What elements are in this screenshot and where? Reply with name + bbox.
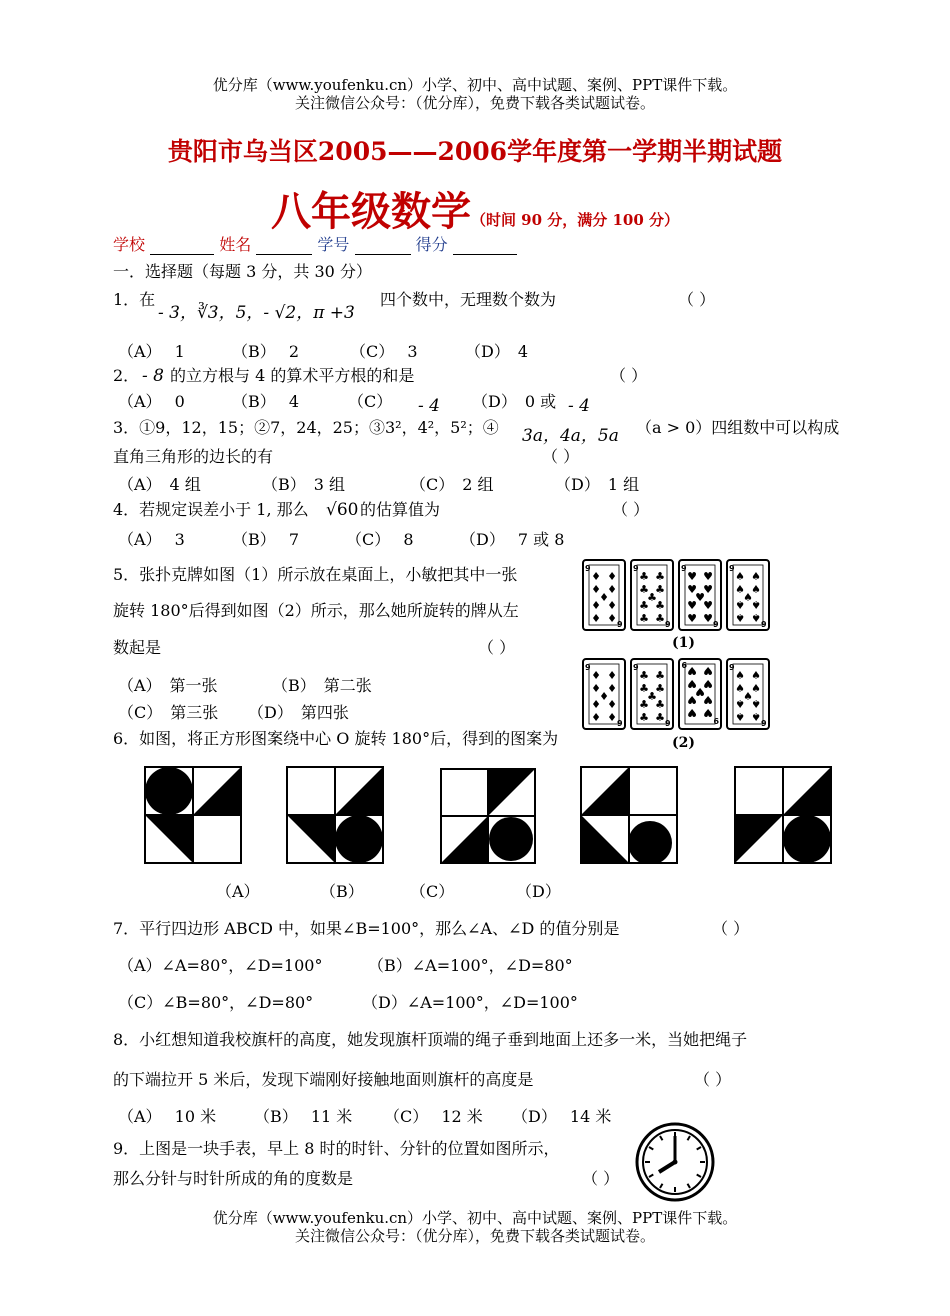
card-suit-pip: ♦ (591, 583, 601, 596)
card-rank-label: 9 (585, 564, 591, 573)
card-suit-pip: ♠ (735, 697, 745, 710)
playing-card-club (631, 560, 673, 630)
card-suit-pip: ♥ (687, 570, 697, 583)
q8-option-c[interactable]: （C） 12 米 (384, 1107, 483, 1126)
card-suit-pip: ♠ (743, 690, 753, 703)
playing-card-heart (679, 560, 721, 630)
card-suit-pip: ♣ (639, 570, 649, 583)
card-suit-pip: ♦ (591, 570, 601, 583)
card-suit-pip: ♣ (639, 612, 649, 625)
score-blank[interactable] (453, 238, 517, 255)
card-suit-pip: ♣ (655, 698, 665, 711)
card-suit-pip: ♦ (607, 711, 617, 724)
card-suit-pip: ♣ (655, 711, 665, 724)
card-suit-pip: ♣ (655, 599, 665, 612)
card-suit-pip: ♠ (743, 591, 753, 604)
card-suit-pip: ♠ (751, 611, 761, 624)
card-suit-pip: ♥ (703, 583, 713, 596)
card-rank-label: 9 (585, 663, 591, 672)
header-line-1: 优分库（www.youfenku.cn）小学、初中、高中试题、案例、PPT课件下载。 (212, 76, 738, 94)
q3-option-c[interactable]: （C） 2 组 (410, 475, 494, 494)
q6-option-d-pattern[interactable] (734, 766, 832, 864)
q2-prefix: 2． (113, 366, 140, 385)
exam-duration: （时间 90 分，满分 100 分） (470, 211, 680, 229)
card-suit-pip: ♦ (591, 698, 601, 711)
q7-option-c[interactable]: （C）∠B=80°，∠D=80° (118, 993, 314, 1012)
q6-option-b-pattern[interactable] (440, 768, 536, 864)
card-rank-label: 9 (665, 719, 671, 728)
footer-line-2: 关注微信公众号：（优分库），免费下载各类试题试卷。 (294, 1227, 655, 1245)
playing-card-diamond (583, 659, 625, 729)
card-suit-pip: ♥ (687, 612, 697, 625)
q3-option-d[interactable]: （D） 1 组 (555, 475, 640, 494)
name-blank[interactable] (256, 238, 312, 255)
card-suit-pip: ♣ (655, 612, 665, 625)
card-suit-pip: ♦ (607, 583, 617, 596)
q9-answer-paren[interactable]: （ ） (582, 1169, 620, 1188)
card-suit-pip: ♥ (703, 677, 713, 690)
card-suit-pip: ♥ (695, 685, 705, 698)
card-suit-pip: ♠ (751, 570, 761, 583)
header-line-2: 关注微信公众号：（优分库），免费下载各类试题试卷。 (294, 94, 655, 112)
q2-option-c[interactable]: （C） (348, 392, 393, 411)
card-figure-2 (580, 657, 780, 733)
card-rank-label: 9 (681, 564, 687, 573)
card-rank-label: 9 (665, 620, 671, 629)
card-suit-pip: ♦ (607, 612, 617, 625)
q2-option-d-value: - 4 (568, 396, 590, 416)
card-suit-pip: ♣ (647, 591, 657, 604)
q7-option-a[interactable]: （A）∠A=80°，∠D=100° (118, 956, 323, 975)
q1-text: 四个数中，无理数个数为 (380, 290, 557, 309)
fig-1-label: (1) (672, 635, 695, 651)
q3-option-b[interactable]: （B） 3 组 (262, 475, 346, 494)
student-no-label: 学号 (317, 235, 350, 254)
card-suit-pip: ♣ (647, 690, 657, 703)
q6-option-c-pattern[interactable] (580, 766, 678, 864)
q6-label-d[interactable]: （D） (516, 882, 561, 901)
card-rank-label: 9 (729, 564, 735, 573)
footer-line-1: 优分库（www.youfenku.cn）小学、初中、高中试题、案例、PPT课件下载。 (212, 1209, 738, 1227)
card-suit-pip: ♥ (687, 664, 697, 677)
q2-option-a[interactable]: （A） 0 (118, 392, 185, 411)
card-suit-pip: ♥ (703, 706, 713, 719)
q3-condition: （a > 0）四组数中可以构成 (636, 418, 840, 437)
q7-text: 7．平行四边形 ABCD 中，如果∠B=100°，那么∠A、∠D 的值分别是 (113, 919, 620, 938)
student-info-fields (113, 232, 517, 255)
q8-line-1: 8．小红想知道我校旗杆的高度，她发现旗杆顶端的绳子垂到地面上还多一米，当她把绳子 (113, 1030, 748, 1049)
card-suit-pip: ♦ (599, 690, 609, 703)
q1-answer-paren[interactable]: （ ） (678, 290, 716, 309)
q6-option-a-pattern[interactable] (286, 766, 384, 864)
subject-title (0, 180, 950, 237)
card-suit-pip: ♣ (639, 669, 649, 682)
card-suit-pip: ♠ (735, 583, 745, 596)
card-suit-pip: ♣ (655, 570, 665, 583)
playing-card-club (631, 659, 673, 729)
q8-option-b[interactable]: （B） 11 米 (254, 1107, 353, 1126)
card-suit-pip: ♠ (751, 697, 761, 710)
q4-answer-paren[interactable]: （ ） (612, 500, 650, 519)
card-suit-pip: ♦ (607, 682, 617, 695)
q4-text: 4．若规定误差小于 1, 那么 (113, 500, 309, 519)
q6-text: 6．如图，将正方形图案绕中心 O 旋转 180°后，得到的图案为 (113, 729, 559, 748)
q2-neg8: - 8 (142, 366, 164, 386)
q2-answer-paren[interactable]: （ ） (610, 366, 648, 385)
card-suit-pip: ♦ (607, 698, 617, 711)
card-rank-label: 9 (729, 663, 735, 672)
q6-label-b[interactable]: （B） (320, 882, 364, 901)
q2-option-d[interactable]: （D） 0 或 (472, 392, 557, 411)
q7-option-b[interactable]: （B）∠A=100°，∠D=80° (368, 956, 573, 975)
q5-option-a[interactable]: （A） 第一张 (118, 676, 218, 695)
subject-name: 八年级数学 (270, 188, 471, 235)
card-suit-pip: ♣ (639, 682, 649, 695)
card-suit-pip: ♦ (607, 599, 617, 612)
fig-2-label: (2) (672, 735, 695, 751)
card-suit-pip: ♠ (735, 611, 745, 624)
exam-title: 贵阳市乌当区2005——2006学年度第一学期半期试题 (167, 137, 783, 166)
card-rank-label: 9 (713, 716, 719, 725)
card-suit-pip: ♦ (591, 599, 601, 612)
playing-card-spade (727, 659, 769, 729)
card-suit-pip: ♥ (703, 612, 713, 625)
card-rank-label: 9 (761, 719, 767, 728)
playing-card-diamond (583, 560, 625, 630)
card-suit-pip: ♠ (735, 710, 745, 723)
q1-option-a[interactable]: （A） 1 (118, 342, 185, 361)
card-rank-label: 9 (681, 660, 687, 669)
q5-option-b[interactable]: （B） 第二张 (272, 676, 372, 695)
q4-sqrt: √60 (326, 500, 359, 520)
card-suit-pip: ♠ (735, 669, 745, 682)
card-suit-pip: ♠ (735, 682, 745, 695)
score-label: 得分 (415, 235, 448, 254)
section-heading: 一．选择题（每题 3 分，共 30 分） (113, 262, 372, 281)
school-blank[interactable] (150, 238, 214, 255)
card-suit-pip: ♣ (639, 711, 649, 724)
q5-option-d[interactable]: （D） 第四张 (248, 703, 349, 722)
q1-option-b[interactable]: （B） 2 (232, 342, 300, 361)
q3-text-2: 直角三角形的边长的有 (113, 447, 274, 466)
card-suit-pip: ♥ (695, 591, 705, 604)
card-suit-pip: ♦ (607, 570, 617, 583)
q7-option-d[interactable]: （D）∠A=100°，∠D=100° (362, 993, 578, 1012)
card-rank-label: 9 (617, 719, 623, 728)
q3-terms: 3a，4a，5a (522, 426, 619, 446)
card-suit-pip: ♣ (639, 698, 649, 711)
card-suit-pip: ♣ (639, 599, 649, 612)
card-suit-pip: ♦ (591, 711, 601, 724)
q4-option-a[interactable]: （A） 3 (118, 530, 185, 549)
student-no-blank[interactable] (355, 238, 411, 255)
q4-option-b[interactable]: （B） 7 (232, 530, 300, 549)
card-suit-pip: ♥ (703, 664, 713, 677)
q3-answer-paren[interactable]: （ ） (542, 447, 580, 466)
watch-clock-icon (632, 1122, 718, 1202)
q8-option-d[interactable]: （D） 14 米 (512, 1107, 612, 1126)
q4-option-d[interactable]: （D） 7 或 8 (460, 530, 565, 549)
card-suit-pip: ♣ (655, 669, 665, 682)
q1-option-c[interactable]: （C） 3 (350, 342, 418, 361)
playing-card-heart (679, 659, 721, 729)
q5-line-3: 数起是 (113, 638, 162, 657)
q5-answer-paren[interactable]: （ ） (478, 638, 516, 657)
card-suit-pip: ♥ (687, 706, 697, 719)
q5-option-c[interactable]: （C） 第三张 (118, 703, 219, 722)
card-suit-pip: ♠ (751, 682, 761, 695)
card-suit-pip: ♥ (703, 599, 713, 612)
card-suit-pip: ♥ (687, 677, 697, 690)
q2-text: 的立方根与 4 的算术平方根的和是 (170, 366, 415, 385)
card-suit-pip: ♥ (703, 693, 713, 706)
card-rank-label: 9 (761, 620, 767, 629)
card-suit-pip: ♥ (687, 599, 697, 612)
name-label: 姓名 (219, 235, 252, 254)
q5-line-1: 5．张扑克牌如图（1）所示放在桌面上，小敏把其中一张 (113, 565, 518, 584)
card-suit-pip: ♦ (591, 682, 601, 695)
q8-line-2: 的下端拉开 5 米后，发现下端刚好接触地面则旗杆的高度是 (113, 1070, 534, 1089)
q5-line-2: 旋转 180°后得到如图（2）所示，那么她所旋转的牌从左 (113, 601, 519, 620)
q9-line-2: 那么分针与时针所成的角的度数是 (113, 1169, 354, 1188)
q8-option-a[interactable]: （A） 10 米 (118, 1107, 217, 1126)
card-suit-pip: ♥ (687, 693, 697, 706)
card-figure-1 (580, 558, 780, 634)
q4-option-c[interactable]: （C） 8 (346, 530, 414, 549)
card-suit-pip: ♣ (655, 682, 665, 695)
card-suit-pip: ♠ (735, 570, 745, 583)
q1-prefix: 1．在 (113, 290, 156, 309)
card-suit-pip: ♥ (703, 570, 713, 583)
card-rank-label: 9 (633, 564, 639, 573)
card-suit-pip: ♦ (607, 669, 617, 682)
card-suit-pip: ♦ (599, 591, 609, 604)
card-suit-pip: ♠ (735, 598, 745, 611)
q2-option-c-value: - 4 (418, 396, 440, 416)
card-suit-pip: ♠ (751, 598, 761, 611)
card-suit-pip: ♠ (751, 583, 761, 596)
card-suit-pip: ♣ (655, 583, 665, 596)
q3-text: 3．①9，12，15；②7，24，25；③3²，4²，5²；④ (113, 418, 499, 437)
playing-card-spade (727, 560, 769, 630)
card-rank-label: 9 (617, 620, 623, 629)
q6-original-pattern (144, 766, 242, 864)
q1-numbers: - 3，∛3，5，- √2，π +3 (158, 303, 355, 323)
q6-label-c[interactable]: （C） (410, 882, 455, 901)
card-suit-pip: ♦ (591, 669, 601, 682)
card-rank-label: 9 (713, 620, 719, 629)
q2-option-b[interactable]: （B） 4 (232, 392, 300, 411)
school-label: 学校 (113, 235, 146, 254)
q7-answer-paren[interactable]: （ ） (712, 919, 750, 938)
q6-label-a[interactable]: （A） (216, 882, 260, 901)
q3-option-a[interactable]: （A） 4 组 (118, 475, 201, 494)
card-rank-label: 9 (633, 663, 639, 672)
card-suit-pip: ♣ (639, 583, 649, 596)
q1-option-d[interactable]: （D） 4 (465, 342, 529, 361)
q4-text-2: 的估算值为 (360, 500, 441, 519)
card-suit-pip: ♦ (591, 612, 601, 625)
card-suit-pip: ♠ (751, 669, 761, 682)
q9-line-1: 9．上图是一块手表，早上 8 时的时针、分针的位置如图所示， (113, 1139, 560, 1158)
q8-answer-paren[interactable]: （ ） (694, 1070, 732, 1089)
card-suit-pip: ♠ (751, 710, 761, 723)
card-suit-pip: ♥ (687, 583, 697, 596)
